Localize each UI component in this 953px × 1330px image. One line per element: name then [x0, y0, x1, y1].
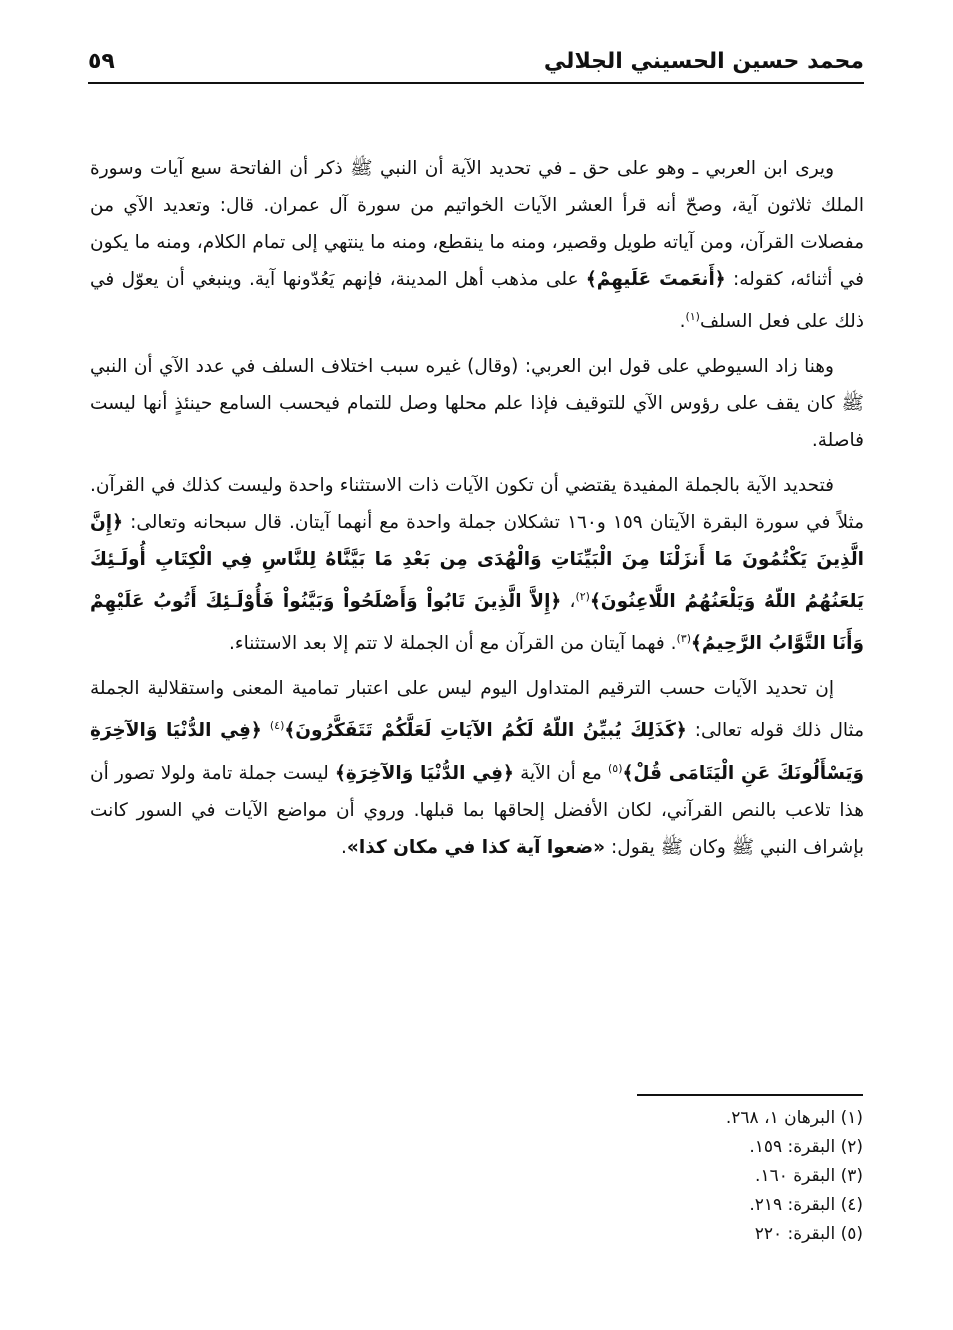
footnote-2: (٢) البقرة: ١٥٩. — [749, 1137, 863, 1157]
quran-verse: ﴿فِي الدُّنْيَا وَالآخِرَةِ وَيَسْأَلُونَكَ عَنِ الْيَتَامَى قُلْ﴾ — [90, 720, 864, 784]
footnote-ref: (٣) — [676, 632, 691, 646]
footnote-ref: (٥) — [607, 761, 623, 775]
text-run: وهنا زاد السيوطي على قول ابن العربي: (وقال) غيره سبب اختلاف السلف في عدد الآي أن النبي ﷺ كان يقف على رؤوس الآي للتوقيف فإذا علم محلها وصل للتمام فيحسب السامع حينئذٍ أنها ليست فاصلة. — [90, 356, 864, 452]
text-run: مع أن الآية — [513, 762, 608, 784]
quran-verse: ﴿فِي الدُّنْيَا وَالآخِرَةِ﴾ — [335, 762, 514, 784]
text-run: . فهما آيتان من القرآن مع أن الجملة لا تتم إلا بعد الاستثناء. — [229, 633, 677, 655]
page-header — [88, 38, 864, 84]
footnote-1: (١) البرهان ١، ٢٦٨. — [725, 1108, 863, 1128]
text-run: . — [341, 836, 347, 858]
footnote-ref: (٢) — [575, 590, 590, 604]
footnotes — [563, 1104, 863, 1249]
footnote-4: (٤) البقرة: ٢١٩. — [749, 1195, 863, 1215]
footnote-5: (٥) البقرة: ٢٢٠ — [754, 1224, 863, 1244]
running-title: محمد حسين الحسيني الجلالي — [543, 49, 864, 74]
text-run: ، — [561, 591, 576, 613]
text-run: . — [679, 311, 686, 333]
paragraph-2 — [90, 348, 864, 459]
quran-verse: ﴿إِلاَّ الَّذِينَ تَابُواْ وَأَصْلَحُواْ وَبَيَّنُواْ فَأُوْلَـئِكَ أَتُوبُ عَلَيْهِمْ وَأَنَا التَّوَّابُ الرَّحِيمُ﴾ — [90, 591, 864, 655]
footnote-divider — [637, 1094, 863, 1096]
footnote-ref: (٤) — [269, 719, 285, 733]
paragraph-3 — [90, 467, 864, 662]
quran-verse: ﴿إِنَّ الَّذِينَ يَكْتُمُونَ مَا أَنزَلْنَا مِنَ الْبَيِّنَاتِ وَالْهُدَى مِن بَعْدِ مَا بَيَّنَّاهُ لِلنَّاسِ فِي الْكِتَابِ أُولَـئِكَ يَلعَنُهُمُ اللّهُ وَيَلْعَنُهُمُ اللَّاعِنُونَ﴾ — [90, 512, 865, 613]
text-run: ويرى ابن العربي ـ وهو على حق ـ في تحديد الآية أن النبي ﷺ ذكر أن الفاتحة سبع آيات وسورة الملك ثلاثون آية، وصحّ أنه قرأ العشر الآيات الخواتيم من سورة آل عمران. قال: وتعديد الآي من مفصلات القرآن، ومن آياته طويل وقصير، ومنه ما ينقطع، ومنه ما ينتهي إلى تمام الكلام، ومنه ما يكون في أثنائه، كقوله: — [90, 158, 864, 290]
text-run: فتحديد الآية بالجملة المفيدة يقتضي أن تكون الآيات ذات الاستثناء واحدة وليست كذلك في القرآن. مثلاً في سورة البقرة الآيتان ١٥٩ و١٦٠ تشكلان جملة واحدة مع أنهما آيتان. قال سبحانه وتعالى: — [90, 475, 864, 534]
text-run — [262, 721, 270, 742]
quran-verse: ﴿كَذَلِكَ يُبيِّنُ اللّهُ لَكُمُ الآيَاتِ لَعَلَّكُمْ تَتَفَكَّرُونَ﴾ — [284, 720, 687, 742]
text-run: ليست جملة تامة ولولا تصور أن هذا تلاعب بالنص القرآني، لكان الأفضل إلحاقها بما قبلها. وروي أن مواضع الآيات في السور كانت بإشراف النبي ﷺ وكان ﷺ يقول: — [90, 762, 864, 858]
paragraph-4 — [90, 670, 864, 865]
footnote-3: (٣) البقرة ١٦٠. — [755, 1166, 863, 1186]
text-run: على مذهب أهل المدينة، فإنهم يَعُدّونها آية. وينبغي أن يعوّل في ذلك على فعل السلف — [90, 269, 864, 333]
paragraph-1 — [90, 150, 864, 340]
text-run: إن تحديد الآيات حسب الترقيم المتداول اليوم ليس على اعتبار تمامية المعنى واستقلالية الجملة مثال ذلك قوله تعالى: — [90, 678, 865, 742]
body-text — [90, 150, 864, 874]
footnote-ref: (١) — [685, 310, 700, 323]
hadith-quote: «ضعوا آية كذا في مكان كذا» — [346, 836, 606, 858]
quran-verse: ﴿أَنعَمتَ عَلَيهِمْ﴾ — [585, 269, 726, 290]
page-number: ٥٩ — [88, 49, 115, 74]
